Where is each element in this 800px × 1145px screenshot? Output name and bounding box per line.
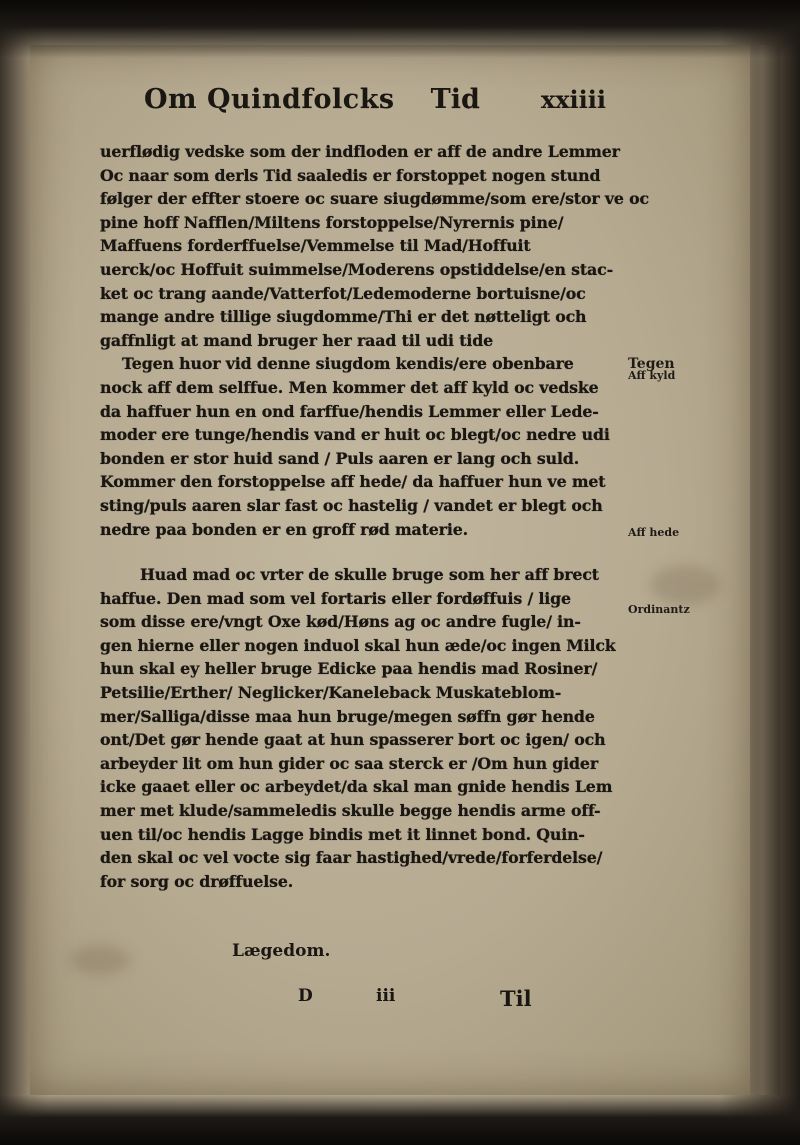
text-line: moder ere tunge/hendis vand er huit oc blegt/oc nedre udi — [100, 425, 610, 445]
text-line: gaffnligt at mand bruger her raad til udi tide — [100, 330, 494, 350]
text-block — [100, 84, 649, 893]
signature-mark: D — [298, 986, 313, 1006]
paragraph-gap — [100, 541, 620, 563]
running-head-title: Om Quindfolcks — [144, 84, 395, 115]
text-line: bonden er stor huid sand / Puls aaren er lang och suld. — [100, 448, 580, 468]
text-line: icke gaaet eller oc arbeydet/da skal man gnide hendis Lem — [100, 777, 613, 797]
text-line: ket oc trang aande/Vatterfot/Ledemoderne bortuisne/oc — [100, 283, 586, 303]
text-line: mer/Salliga/disse maa hun bruge/megen søffn gør hende — [100, 706, 595, 726]
text-line: gen hierne eller nogen induol skal hun æde/oc ingen Milck — [100, 635, 616, 655]
text-line: som disse ere/vngt Oxe kød/Høns ag oc andre fugle/ in- — [100, 612, 581, 632]
page-gutter — [750, 45, 780, 1095]
running-head — [100, 84, 620, 140]
text-line: følger der effter stoere oc suare siugdømme/som ere/stor ve oc — [100, 189, 649, 209]
text-line: Tegen huor vid denne siugdom kendis/ere obenbare — [122, 354, 574, 374]
text-line: uen til/oc hendis Lagge bindis met it linnet bond. Quin- — [100, 824, 585, 844]
text-line: nock aff dem selffue. Men kommer det aff kyld oc vedske — [100, 377, 599, 397]
text-line: mange andre tillige siugdomme/Thi er det nøtteligt och — [100, 307, 587, 327]
text-line: pine hoff Nafflen/Miltens forstoppelse/Nyrernis pine/ — [100, 212, 564, 232]
signature-number: iii — [376, 986, 396, 1006]
paragraph-1 — [100, 140, 649, 352]
text-line: Huad mad oc vrter de skulle bruge som her aff brect — [140, 565, 599, 585]
paragraph-3 — [100, 563, 620, 893]
text-line: nedre paa bonden er en groff rød materie. — [100, 519, 468, 539]
side-note-line: Ordinantz — [628, 603, 690, 616]
paragraph-2 — [100, 352, 620, 541]
text-line: Maffuens forderffuelse/Vemmelse til Mad/Hoffuit — [100, 236, 531, 256]
side-note-line: Aff kyld — [628, 369, 676, 382]
text-line: Oc naar som derls Tid saaledis er forstoppet nogen stund — [100, 165, 601, 185]
footer-line — [100, 986, 640, 1014]
side-note-line: Tegen — [628, 356, 675, 372]
paper-stain — [650, 565, 720, 605]
text-line: hun skal ey heller bruge Edicke paa hendis mad Rosiner/ — [100, 659, 598, 679]
top-shadow — [0, 0, 800, 58]
side-note-tegen — [628, 358, 675, 382]
text-line: da haffuer hun en ond farffue/hendis Lemmer eller Lede- — [100, 401, 599, 421]
text-line: uerck/oc Hoffuit suimmelse/Moderens opstiddelse/en stac- — [100, 259, 613, 279]
running-head-tid: Tid — [430, 84, 480, 115]
text-line: uerflødig vedske som der indfloden er aff de andre Lemmer — [100, 142, 620, 161]
text-line: mer met klude/sammeledis skulle begge hendis arme off- — [100, 801, 601, 821]
side-note-aff-hede — [628, 527, 679, 539]
text-line: Petsilie/Erther/ Neglicker/Kaneleback Muskateblom- — [100, 683, 562, 703]
side-note-line: Aff hede — [628, 526, 680, 539]
text-line: arbeyder lit om hun gider oc saa sterck er /Om hun gider — [100, 753, 599, 773]
text-line: sting/puls aaren slar fast oc hastelig / vandet er blegt och — [100, 495, 603, 515]
text-line: for sorg oc drøffuelse. — [100, 871, 294, 891]
catchword: Til — [500, 986, 532, 1011]
bottom-shadow — [0, 1095, 800, 1145]
text-line: ont/Det gør hende gaat at hun spasserer bort oc igen/ och — [100, 730, 606, 750]
section-heading-laegedom: Lægedom. — [232, 941, 331, 961]
text-line: den skal oc vel vocte sig faar hastighed/vrede/forferdelse/ — [100, 848, 603, 868]
text-line: haffue. Den mad som vel fortaris eller fordøffuis / lige — [100, 588, 571, 608]
paper-stain — [70, 945, 130, 975]
folio-number: xxiiii — [540, 85, 606, 114]
side-note-ordinantz — [628, 604, 690, 616]
text-line: Kommer den forstoppelse aff hede/ da haffuer hun ve met — [100, 472, 606, 492]
